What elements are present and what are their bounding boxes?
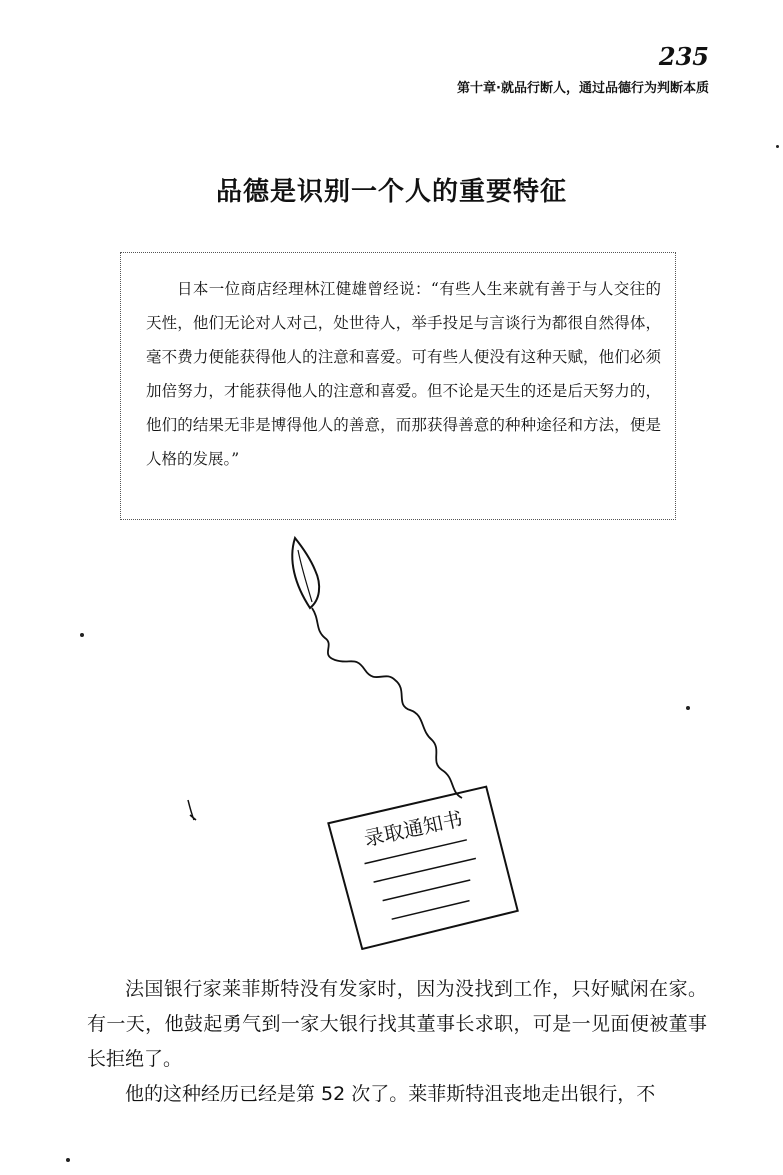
scan-speck: [66, 1158, 70, 1162]
quote-text: 日本一位商店经理林江健雄曾经说：“有些人生来就有善于与人交往的天性，他们无论对人对己，处世待人，举手投足与言谈行为都很自然得体，毫不费力便能获得他人的注意和喜爱。可有些人便没有这种天赋，他们必须加倍努力，才能获得他人的注意和喜爱。但不论是天生的还是后天努力的，他们的结果无非是博得他人的善意，而那获得善意的种种途径和方法，便是人格的发展。”: [146, 280, 661, 468]
running-header: 第十章·就品行断人，通过品德行为判断本质: [457, 81, 709, 96]
scan-speck: [686, 706, 690, 710]
scan-speck: [776, 145, 779, 148]
body-paragraph: 法国银行家莱菲斯特没有发家时，因为没找到工作，只好赋闲在家。有一天，他鼓起勇气到一家大银行找其董事长求职，可是一见面便被董事长拒绝了。: [87, 978, 707, 1070]
page-number: 235: [658, 42, 709, 71]
pen-and-letter-illustration: [170, 530, 530, 950]
letter-label: 录取通知书: [361, 806, 465, 851]
letter-icon: [328, 786, 519, 950]
ink-squiggle: [312, 608, 462, 798]
section-title: 品德是识别一个人的重要特征: [215, 177, 567, 207]
body-paragraph: 他的这种经历已经是第 52 次了。莱菲斯特沮丧地走出银行，不: [125, 1083, 656, 1105]
scan-speck: [80, 633, 84, 637]
pen-icon: [292, 538, 319, 608]
body-text: [87, 972, 707, 1112]
